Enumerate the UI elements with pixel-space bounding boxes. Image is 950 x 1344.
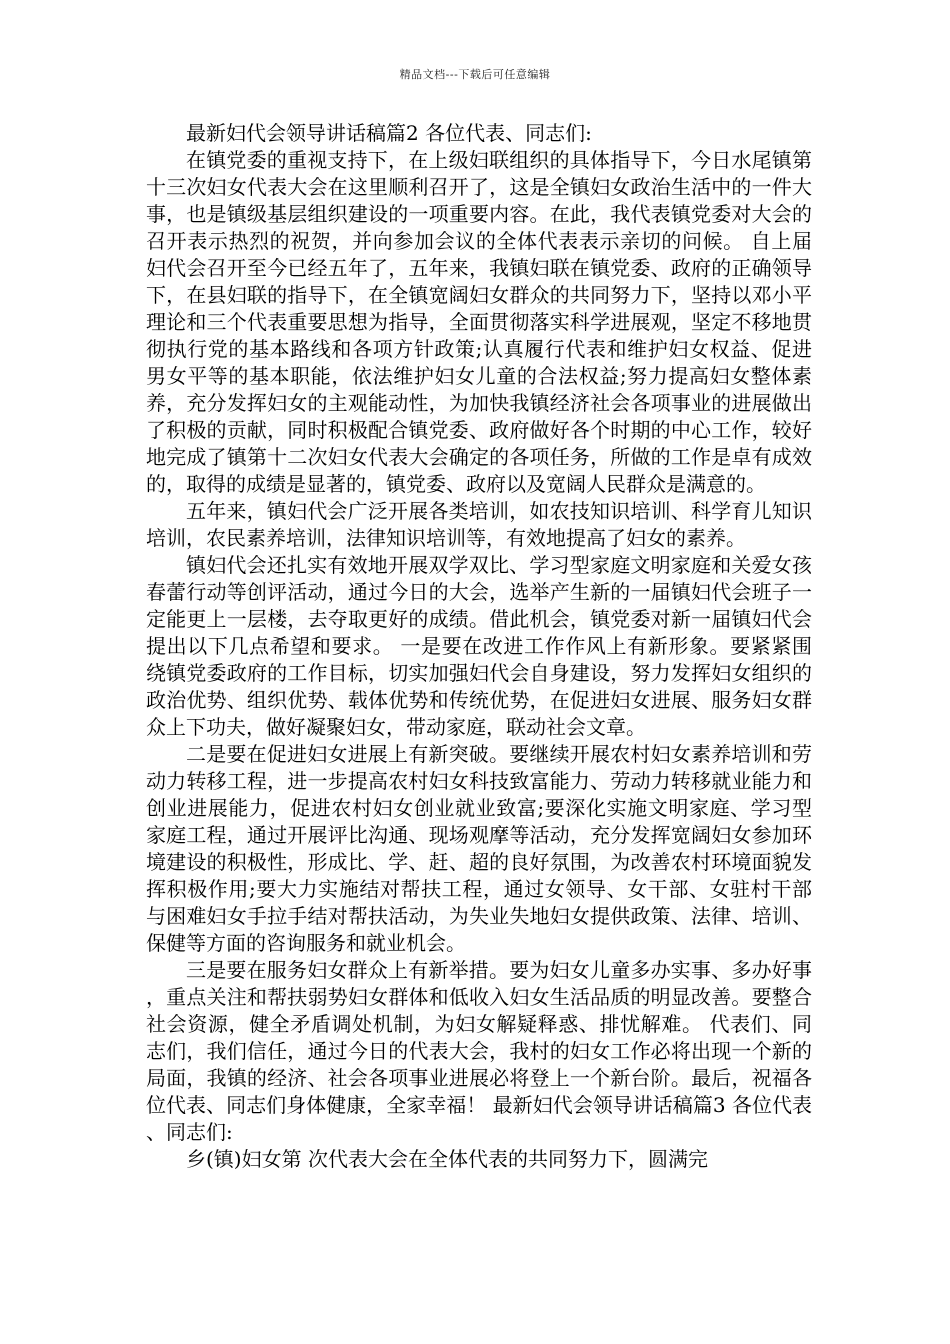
document-body <box>146 120 812 1173</box>
page-header: 精品文档---下载后可任意编辑 <box>399 68 551 81</box>
paragraph: 三是要在服务妇女群众上有新举措。要为妇女儿童多办实事、多办好事，重点关注和帮扶弱势妇女群体和低收入妇女生活品质的明显改善。要整合社会资源，健全矛盾调处机制，为妇女解疑释惑、排忧解难。 代表们、同志们，我们信任，通过今日的代表大会，我村的妇女工作必将出现一个新的局面，我镇的经济、社会各项事业进展必将登上一个新台阶。最后，祝福各位代表、同志们身体健康，全家幸福！ 最新妇代会领导讲话稿篇3 各位代表、同志们: <box>146 958 812 1144</box>
paragraph: 最新妇代会领导讲话稿篇2 各位代表、同志们: <box>186 121 592 145</box>
paragraph: 五年来，镇妇代会广泛开展各类培训，如农技知识培训、科学育儿知识培训，农民素养培训，法律知识培训等，有效地提高了妇女的素养。 <box>146 499 812 550</box>
paragraph: 镇妇代会还扎实有效地开展双学双比、学习型家庭文明家庭和关爱女孩春蕾行动等创评活动，通过今日的大会，选举产生新的一届镇妇代会班子一定能更上一层楼，去夺取更好的成绩。借此机会，镇党委对新一届镇妇代会提出以下几点希望和要求。 一是要在改进工作作风上有新形象。要紧紧围绕镇党委政府的工作目标，切实加强妇代会自身建设，努力发挥妇女组织的政治优势、组织优势、载体优势和传统优势，在促进妇女进展、服务妇女群众上下功夫，做好凝聚妇女，带动家庭，联动社会文章。 <box>146 553 812 739</box>
paragraph: 二是要在促进妇女进展上有新突破。要继续开展农村妇女素养培训和劳动力转移工程，进一步提高农村妇女科技致富能力、劳动力转移就业能力和创业进展能力，促进农村妇女创业就业致富;要深化实施文明家庭、学习型家庭工程，通过开展评比沟通、现场观摩等活动，充分发挥宽阔妇女参加环境建设的积极性，形成比、学、赶、超的良好氛围，为改善农村环境面貌发挥积极作用;要大力实施结对帮扶工程，通过女领导、女干部、女驻村干部与困难妇女手拉手结对帮扶活动，为失业失地妇女提供政策、法律、培训、保健等方面的咨询服务和就业机会。 <box>146 742 812 955</box>
paragraph: 在镇党委的重视支持下，在上级妇联组织的具体指导下，今日水尾镇第十三次妇女代表大会在这里顺利召开了，这是全镇妇女政治生活中的一件大事，也是镇级基层组织建设的一项重要内容。在此，我代表镇党委对大会的召开表示热烈的祝贺，并向参加会议的全体代表表示亲切的问候。 自上届妇代会召开至今已经五年了，五年来，我镇妇联在镇党委、政府的正确领导下，在县妇联的指导下，在全镇宽阔妇女群众的共同努力下，坚持以邓小平理论和三个代表重要思想为指导，全面贯彻落实科学进展观，坚定不移地贯彻执行党的基本路线和各项方针政策;认真履行代表和维护妇女权益、促进男女平等的基本职能，依法维护妇女儿童的合法权益;努力提高妇女整体素养，充分发挥妇女的主观能动性，为加快我镇经济社会各项事业的进展做出了积极的贡献，同时积极配合镇党委、政府做好各个时期的中心工作，较好地完成了镇第十二次妇女代表大会确定的各项任务，所做的工作是卓有成效的，取得的成绩是显著的，镇党委、政府以及宽阔人民群众是满意的。 <box>146 148 812 496</box>
paragraph: 乡(镇)妇女第 次代表大会在全体代表的共同努力下，圆满完 <box>186 1147 708 1171</box>
